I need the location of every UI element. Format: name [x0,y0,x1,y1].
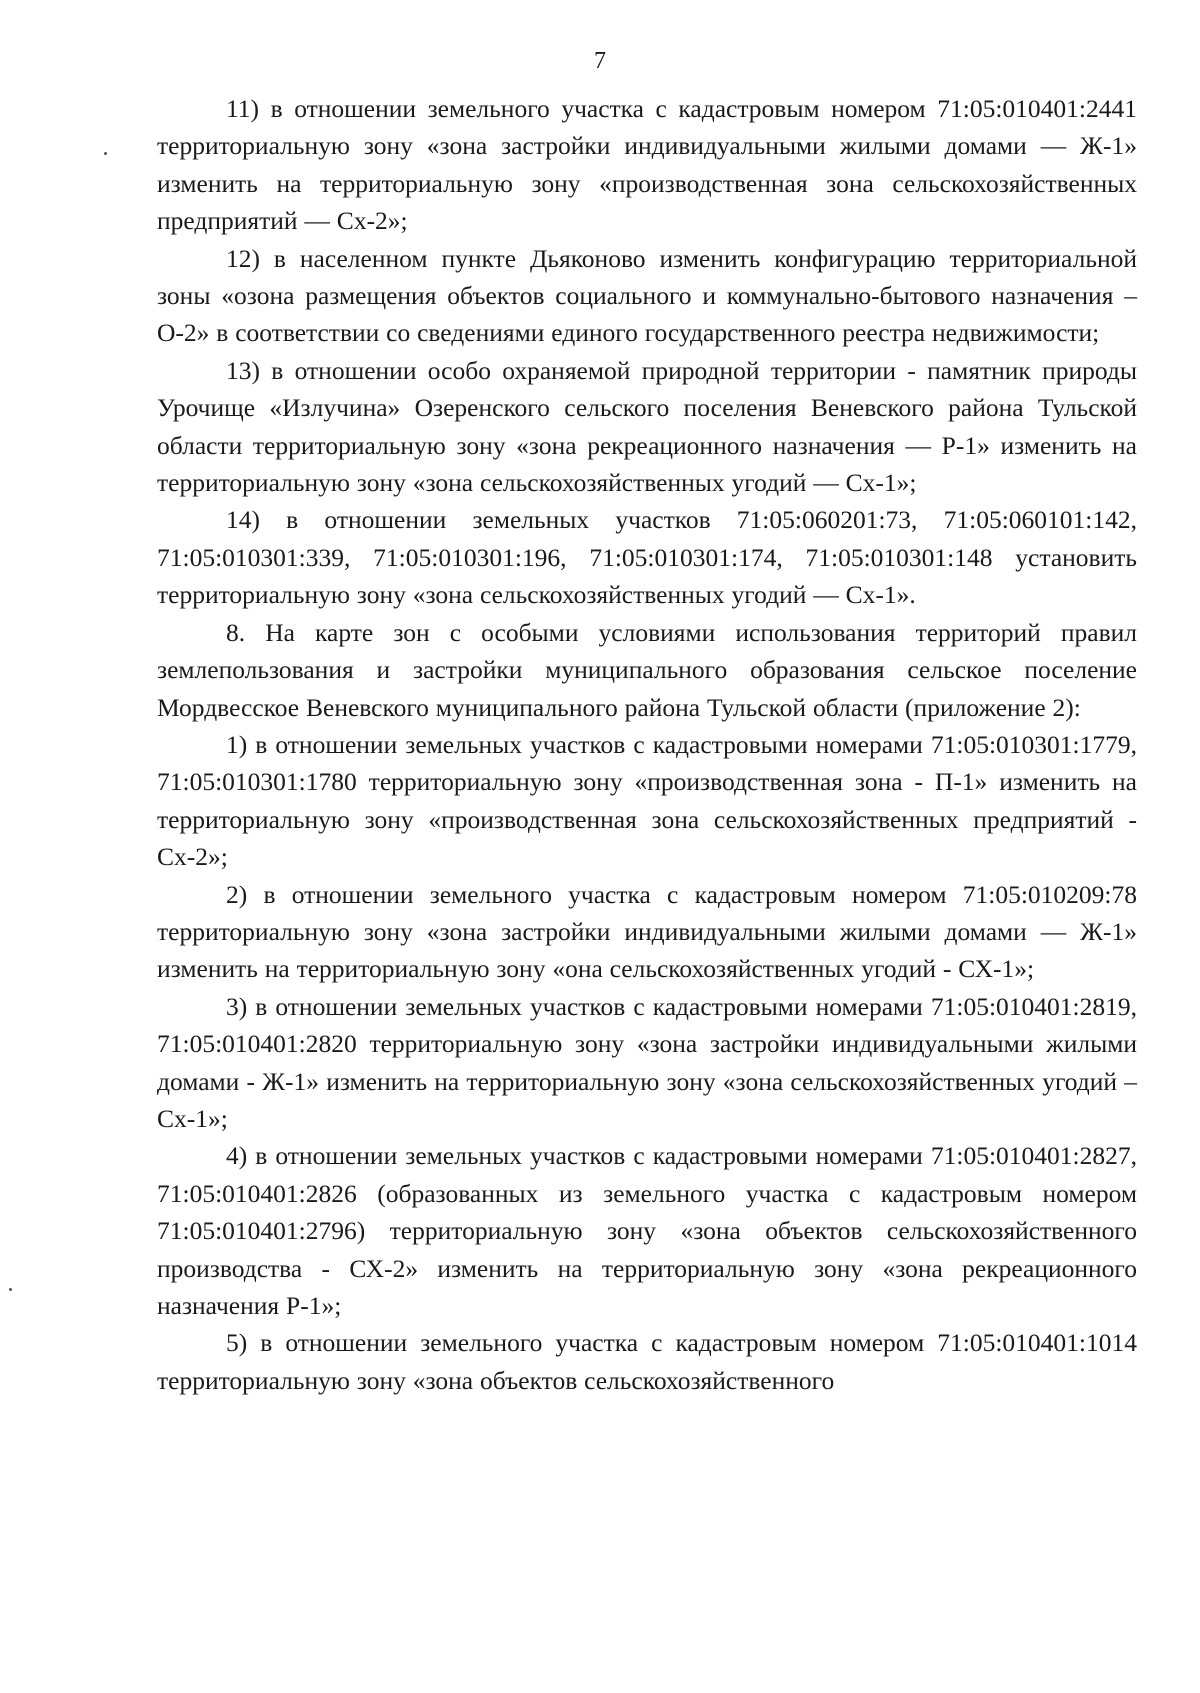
paragraph-item-3: 3) в отношении земельных участков с кадастровыми номерами 71:05:010401:2819, 71:05:010401:2820 территориальную зону «зона застройки индивидуальными жилыми домами - Ж-1» изменить на территориальную зону «зона сельскохозяйственных угодий – Сх-1»; [157,991,1137,1133]
scan-mark [9,1288,12,1291]
scan-mark [104,152,107,155]
paragraph-item-2: 2) в отношении земельного участка с кадастровым номером 71:05:010209:78 территориальную зону «зона застройки индивидуальными жилыми домами — Ж-1» изменить на территориальную зону «она сельскохозяйственных угодий - СХ-1»; [157,879,1137,984]
paragraph-item-5: 5) в отношении земельного участка с кадастровым номером 71:05:010401:1014 территориальную зону «зона объектов сельскохозяйственного [157,1328,1137,1395]
page-number: 7 [594,48,606,74]
paragraph-item-1: 1) в отношении земельных участков с кадастровыми номерами 71:05:010301:1779, 71:05:010301:1780 территориальную зону «производственная зона - П-1» изменить на территориальную зону «производственная зона сельскохозяйственных предприятий - Сх-2»; [157,729,1137,872]
paragraph-item-4: 4) в отношении земельных участков с кадастровыми номерами 71:05:010401:2827, 71:05:010401:2826 (образованных из земельного участка с кадастровым номером 71:05:010401:2796) территориальную зону «зона объектов сельскохозяйственного производства - СХ-2» изменить на территориальную зону «зона рекреационного назначения Р-1»; [157,1141,1137,1320]
paragraph-item-11: 11) в отношении земельного участка с кадастровым номером 71:05:010401:2441 территориальную зону «зона застройки индивидуальными жилыми домами — Ж-1» изменить на территориальную зону «производственная зона сельскохозяйственных предприятий — Сх-2»; [157,94,1137,236]
paragraph-item-12: 12) в населенном пункте Дьяконово изменить конфигурацию территориальной зоны «озона размещения объектов социального и коммунально-бытового назначения – О-2» в соответствии со сведениями единого государственного реестра недвижимости; [157,243,1137,348]
paragraph-item-13: 13) в отношении особо охраняемой природной территории - памятник природы Урочище «Излучина» Озеренского сельского поселения Веневского района Тульской области территориальную зону «зона рекреационного назначения — Р-1» изменить на территориальную зону «зона сельскохозяйственных угодий — Сх-1»; [157,355,1137,498]
paragraph-item-14: 14) в отношении земельных участков 71:05:060201:73, 71:05:060101:142, 71:05:010301:339, 71:05:010301:196, 71:05:010301:174, 71:05:010301:148 установить территориальную зону «зона сельскохозяйственных угодий — Сх-1». [157,505,1137,610]
document-body [157,90,1137,1399]
paragraph-section-8: 8. На карте зон с особыми условиями использования территорий правил землепользования и застройки муниципального образования сельское поселение Мордвесское Веневского муниципального района Тульской области (приложение 2): [157,617,1137,722]
